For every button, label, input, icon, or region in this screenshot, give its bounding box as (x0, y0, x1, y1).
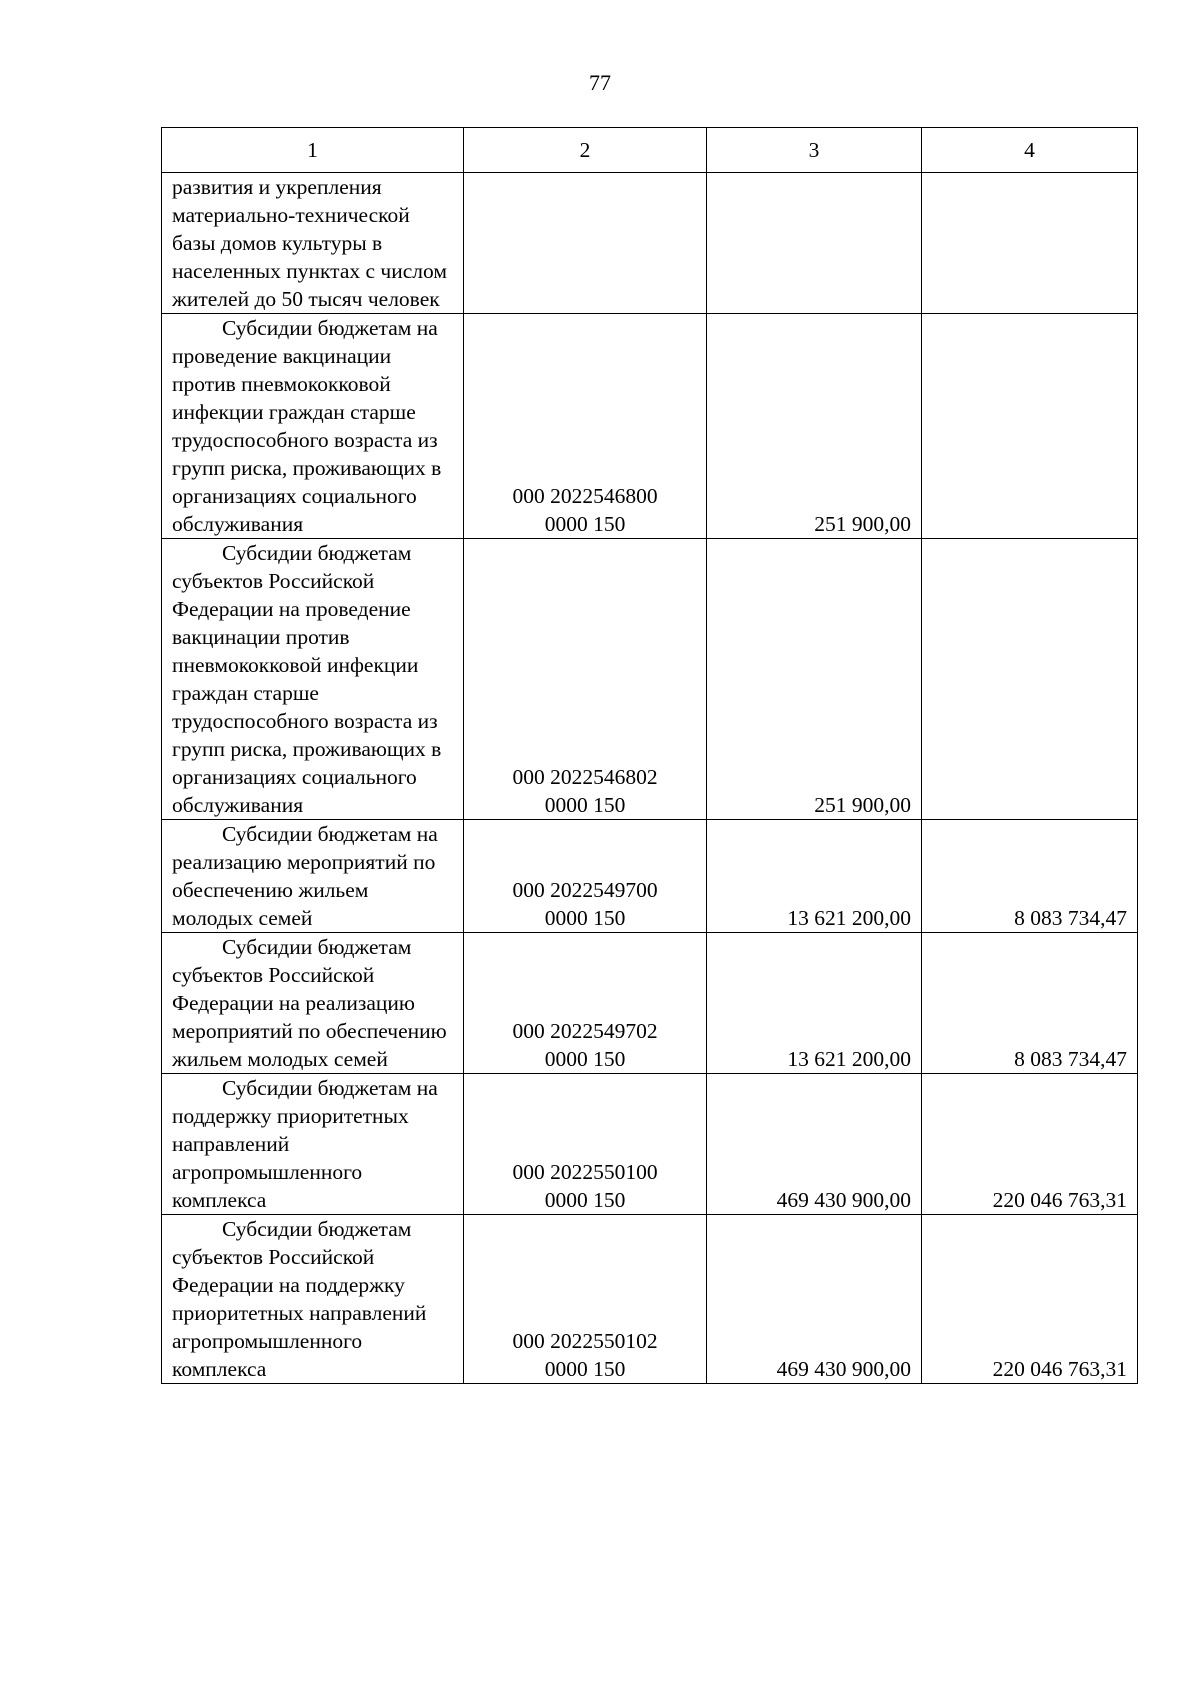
row-name-cell (162, 1215, 464, 1384)
row-code-line-2: 0000 150 (544, 1188, 626, 1212)
row-name-cell (162, 539, 464, 820)
table-row (162, 1074, 1138, 1215)
page-number: 77 (589, 70, 611, 95)
row-code-line-1: 000 2022546802 (512, 765, 658, 789)
table-body (162, 173, 1138, 1384)
row-amount-col4: 8 083 734,47 (922, 933, 1138, 1074)
row-amount-col4 (922, 539, 1138, 820)
row-name-text: Субсидии бюджетам субъектов Российской Федерации на проведение вакцинации против пневмококковой инфекции граждан старше трудоспособного возраста из групп риска, проживающих в организациях социального обслуживания (172, 541, 442, 817)
row-code-line-2: 0000 150 (544, 906, 626, 930)
budget-table (161, 127, 1138, 1384)
row-name-text: Субсидии бюджетам субъектов Российской Федерации на реализацию мероприятий по обеспечению жильем молодых семей (172, 935, 447, 1071)
row-code-cell (464, 933, 707, 1074)
table-row (162, 314, 1138, 539)
row-amount-col4: 220 046 763,31 (922, 1074, 1138, 1215)
row-code-line-2: 0000 150 (544, 793, 626, 817)
row-amount-col3: 13 621 200,00 (707, 933, 922, 1074)
row-code-cell (464, 820, 707, 933)
row-code-cell (464, 314, 707, 539)
row-name-cell (162, 820, 464, 933)
row-name-text: Субсидии бюджетам субъектов Российской Федерации на поддержку приоритетных направлений агропромышленного комплекса (172, 1217, 427, 1381)
row-amount-col3 (707, 173, 922, 314)
column-header-3: 3 (707, 128, 922, 173)
row-code-line-1: 000 2022546800 (512, 484, 658, 508)
table-row (162, 539, 1138, 820)
table-row (162, 933, 1138, 1074)
row-code-cell (464, 173, 707, 314)
column-header-4: 4 (922, 128, 1138, 173)
row-code-line-1: 000 2022550102 (512, 1329, 658, 1353)
row-name-text: Субсидии бюджетам на проведение вакцинации против пневмококковой инфекции граждан старше трудоспособного возраста из групп риска, проживающих в организациях социального обслуживания (172, 316, 442, 536)
row-name-cell (162, 933, 464, 1074)
column-header-2: 2 (464, 128, 707, 173)
row-code-line-2: 0000 150 (544, 1357, 626, 1381)
row-name-cell (162, 314, 464, 539)
row-amount-col4: 8 083 734,47 (922, 820, 1138, 933)
row-code-cell (464, 1074, 707, 1215)
row-amount-col3: 251 900,00 (707, 314, 922, 539)
row-amount-col3: 13 621 200,00 (707, 820, 922, 933)
row-amount-col3: 251 900,00 (707, 539, 922, 820)
row-code-line-2: 0000 150 (544, 1047, 626, 1071)
row-code-line-1: 000 2022550100 (512, 1160, 658, 1184)
table-row (162, 1215, 1138, 1384)
row-name-text: Субсидии бюджетам на реализацию мероприятий по обеспечению жильем молодых семей (172, 822, 438, 930)
row-name-text: развития и укрепления материально-технической базы домов культуры в населенных пунктах с числом жителей до 50 тысяч человек (172, 175, 447, 311)
row-amount-col4 (922, 314, 1138, 539)
row-code-line-1: 000 2022549700 (512, 878, 658, 902)
row-amount-col3: 469 430 900,00 (707, 1215, 922, 1384)
row-code-cell (464, 539, 707, 820)
row-amount-col4: 220 046 763,31 (922, 1215, 1138, 1384)
table-row (162, 820, 1138, 933)
table-row (162, 173, 1138, 314)
row-code-line-2: 0000 150 (544, 512, 626, 536)
row-name-cell (162, 173, 464, 314)
row-name-cell (162, 1074, 464, 1215)
row-code-line-1: 000 2022549702 (512, 1019, 658, 1043)
row-name-text: Субсидии бюджетам на поддержку приоритетных направлений агропромышленного комплекса (172, 1076, 438, 1212)
row-amount-col3: 469 430 900,00 (707, 1074, 922, 1215)
row-amount-col4 (922, 173, 1138, 314)
column-header-1: 1 (162, 128, 464, 173)
row-code-cell (464, 1215, 707, 1384)
table-header-row (162, 128, 1138, 173)
